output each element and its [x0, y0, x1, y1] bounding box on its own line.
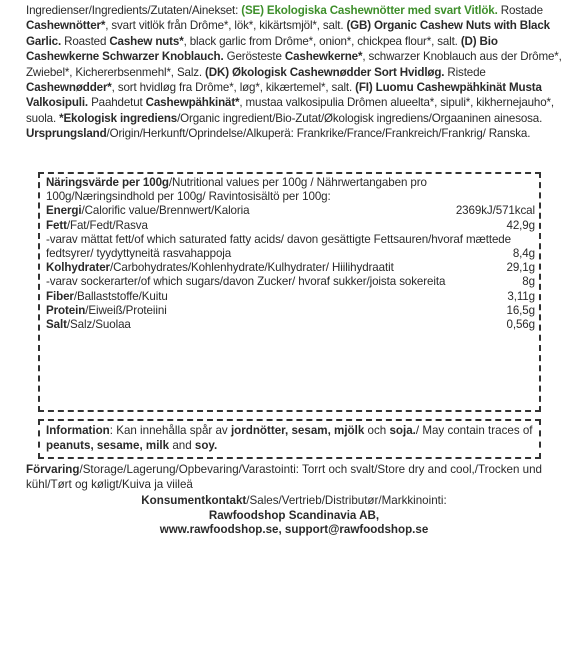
info-text: : Kan innehålla spår av — [109, 424, 231, 437]
nutrient-name — [46, 318, 131, 332]
storage-text: /Storage/Lagerung/Opbevaring/Varastointi: Torrt och svalt/Store dry and cool,/Trocken und kühl/Tørt og køligt/Kuiva ja viileä — [26, 463, 542, 491]
origin-text: /Origin/Herkunft/Oprindelse/Alkuperä: Frankrike/France/Frankreich/Frankrig/ Ranska. — [106, 127, 531, 141]
nutrient-name-rest: /Ballaststoffe/Kuitu — [73, 289, 168, 303]
info-allergens: peanuts, sesame, milk — [46, 438, 170, 452]
gb-product-title: (GB) Organic Cashew Nuts with Black Garlic. — [26, 19, 550, 48]
ingredients-section — [26, 3, 562, 142]
ingredients-heading: Ingredienser/Ingredients/Zutaten/Ainekset: — [26, 4, 239, 17]
nutrition-row — [46, 275, 535, 289]
nutrition-rows — [46, 204, 535, 332]
nutrient-name-rest: /Carbohydrates/Kohlenhydrate/Kulhydrater/ Hiilihydraatit — [109, 261, 394, 275]
d-allergen: Cashewkerne* — [284, 50, 363, 64]
nutrient-name-bold: Salt — [46, 318, 67, 332]
info-label: Information — [46, 424, 110, 437]
info-allergens: jordnötter, sesam, mjölk — [230, 424, 365, 437]
nutrition-row — [46, 318, 535, 332]
nutrient-name — [46, 261, 394, 275]
se-product-title: (SE) Ekologiska Cashewnötter med svart Vitlök. — [241, 4, 498, 17]
nutrition-row — [46, 304, 535, 318]
gb-allergen: Cashew nuts* — [109, 34, 184, 48]
fi-text: , mustaa valkosipulia Drômen alueelta*, sipuli*, kikhernejauho*, suola. — [26, 96, 554, 125]
nutrient-name — [46, 290, 168, 304]
nutrient-name-rest: /Fat/Fedt/Rasva — [66, 218, 148, 232]
allergen-info-box — [38, 419, 541, 459]
nutrient-name-bold: Kolhydrater — [46, 261, 110, 275]
website-email: www.rawfoodshop.se, support@rawfoodshop.se — [159, 523, 429, 536]
nutrition-row — [46, 261, 535, 275]
nutrition-row — [46, 204, 535, 218]
nutrient-name — [46, 204, 250, 218]
dk-text: , sort hvidløg fra Drôme*, løg*, kikærtemel*, salt. — [111, 81, 356, 95]
info-text: / May contain traces of — [415, 424, 533, 437]
nutrient-name — [46, 219, 148, 233]
gb-text: , black garlic from Drôme*, onion*, chickpea flour*, salt. — [183, 34, 461, 48]
nutrient-name — [46, 275, 445, 289]
organic-note-label: *Ekologisk ingrediens — [59, 111, 178, 125]
dk-product-title: (DK) Økologisk Cashewnødder Sort Hvidløg. — [205, 65, 445, 79]
fi-text: Paahdetut — [88, 96, 146, 110]
d-text: Gerösteste — [223, 50, 285, 64]
company-name: Rawfoodshop Scandinavia AB, — [208, 508, 380, 522]
se-text: , svart vitlök från Drôme*, lök*, kikärtsmjöl*, salt. — [105, 19, 347, 33]
info-allergens: soja. — [389, 424, 416, 437]
nutrient-name-rest: /Salz/Suolaa — [66, 318, 131, 332]
info-text: and — [169, 438, 195, 452]
nutrition-row — [46, 219, 535, 233]
d-product-title: (D) Bio Cashewkerne Schwarzer Knoblauch. — [26, 34, 498, 64]
fi-allergen: Cashewpähkinät* — [145, 96, 240, 110]
contact-heading — [26, 494, 562, 509]
fi-product-title: (FI) Luomu Cashewpähkinät Musta Valkosipuli. — [26, 81, 542, 110]
nutrient-name — [46, 233, 513, 261]
nutrition-row — [46, 233, 535, 261]
nutrient-name-bold: Protein — [46, 303, 86, 317]
nutrient-value: 8g — [522, 275, 535, 289]
nutrient-value: 8,4g — [512, 247, 535, 261]
se-text: Rostade — [497, 4, 543, 17]
nutrient-value: 29,1g — [506, 261, 535, 275]
organic-note-text: /Organic ingredient/Bio-Zutat/Økologisk ingrediens/Orgaaninen ainesosa. — [177, 111, 543, 125]
dk-text: Ristede — [444, 65, 486, 79]
nutrient-name-rest: -varav sockerarter/of which sugars/davon Zucker/ hvoraf sukker/joista sokereita — [46, 275, 446, 289]
contact-section — [26, 494, 562, 538]
nutrient-name-bold: Energi — [46, 204, 82, 218]
storage-section — [26, 463, 566, 492]
nutrient-name-rest: /Calorific value/Brennwert/Kaloria — [81, 204, 250, 218]
nutrient-name-rest: /Eiweiß/Proteiini — [85, 303, 167, 317]
dk-allergen: Cashewnødder* — [26, 81, 112, 95]
nutrient-value: 2369kJ/571kcal — [455, 204, 535, 218]
gb-text: Roasted — [61, 34, 110, 48]
nutrient-value: 3,11g — [507, 289, 535, 303]
info-allergens: soy. — [194, 438, 218, 452]
nutrition-row — [46, 290, 535, 304]
storage-label: Förvaring — [26, 463, 80, 476]
nutrient-value: 16,5g — [506, 303, 535, 317]
d-text: , schwarzer Knoblauch aus der Drôme*, Zwiebel*, Kichererbsenmehl*, Salz. — [26, 50, 562, 79]
origin-label: Ursprungsland — [26, 127, 107, 141]
info-text: och — [364, 424, 390, 437]
nutrient-value: 42,9g — [506, 218, 535, 232]
nutrient-name-bold: Fett — [46, 218, 67, 232]
nutrient-name-bold: Fiber — [46, 289, 74, 303]
nutrient-value: 0,56g — [506, 318, 535, 332]
nutrition-header — [46, 176, 535, 204]
nutrition-title: Näringsvärde per 100g — [46, 176, 169, 189]
nutrient-name — [46, 304, 167, 318]
se-allergen: Cashewnötter* — [26, 19, 106, 33]
nutrient-name-rest: -varav mättat fett/of which saturated fatty acids/ davon gesättigte Fettsauren/hvoraf mættede fedtsyrer/ tyydyttyneitä rasvahappoja — [46, 232, 511, 261]
nutrition-table — [38, 172, 541, 412]
contact-label-text: /Sales/Vertrieb/Distributør/Markkinointi: — [246, 494, 447, 507]
nutrition-subtitle: /Nutritional values per 100g / Nährwertangaben pro 100g/Næringsindhold per 100g/ Ravintosisältö per 100g: — [46, 176, 427, 204]
contact-label: Konsumentkontakt — [141, 494, 247, 507]
